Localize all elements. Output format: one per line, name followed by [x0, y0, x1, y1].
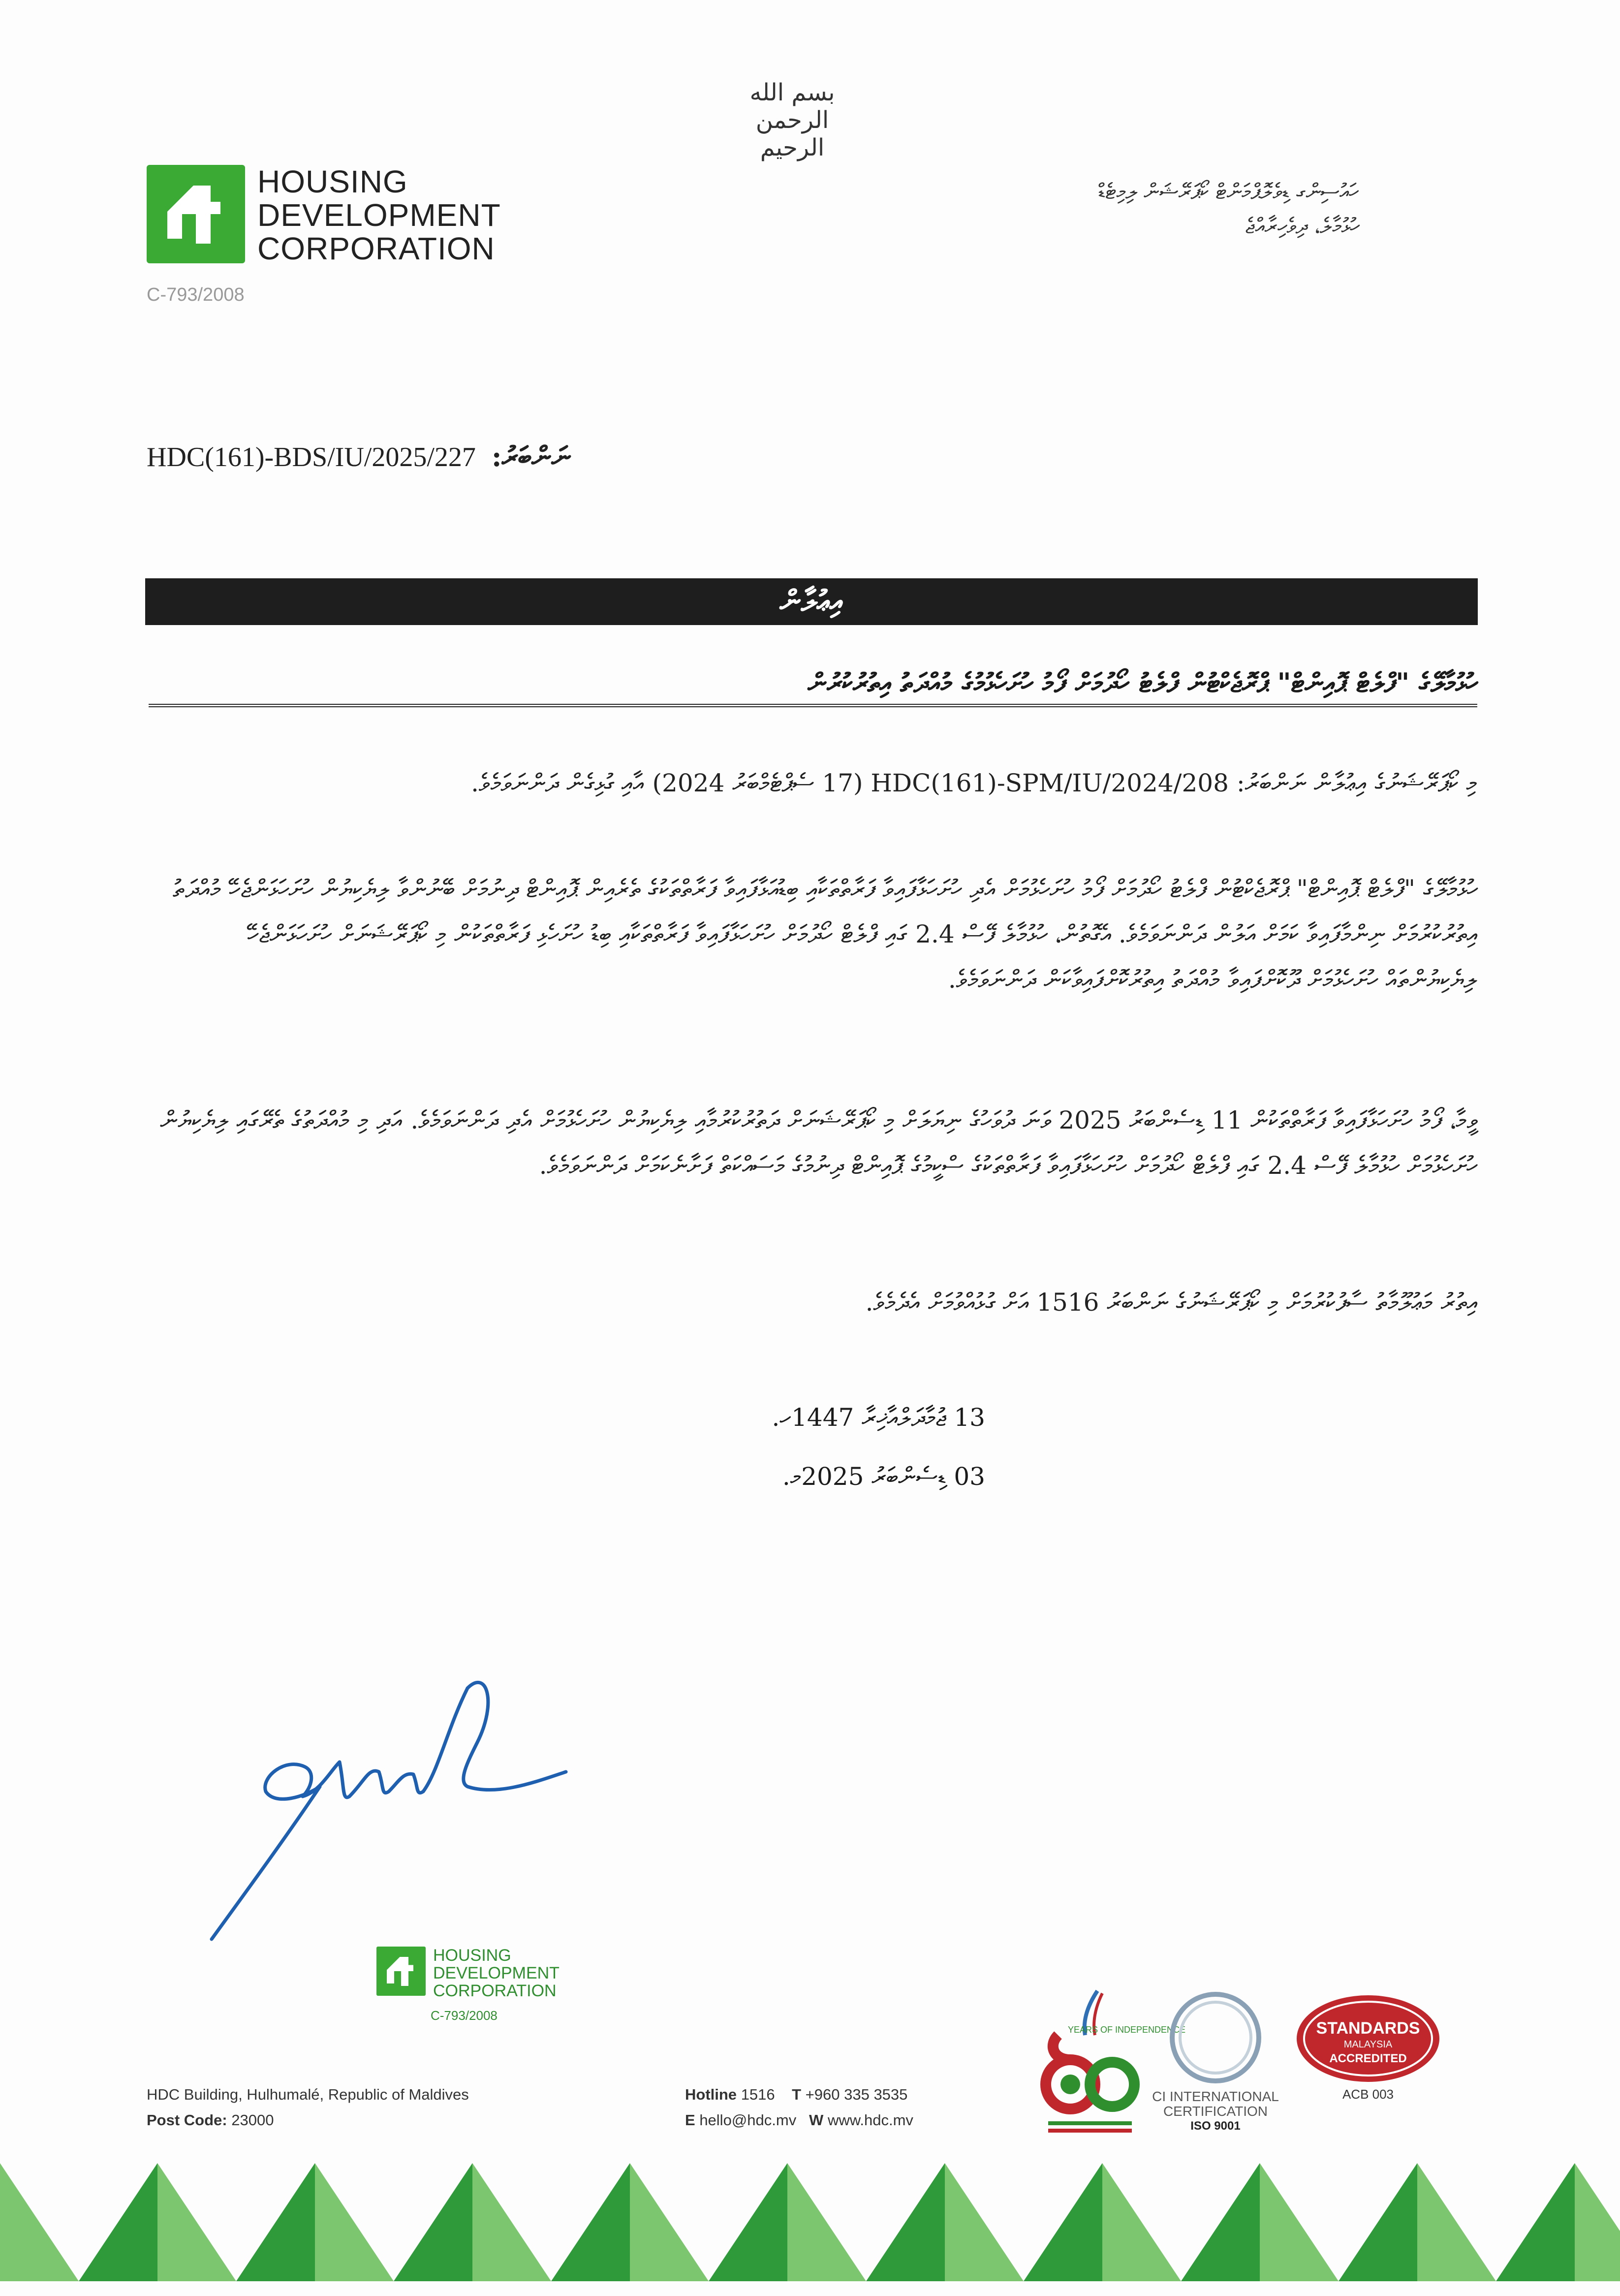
subject-line: ހުޅުމާލޭގެ "ފްލެޓް ޕޮއިންޓް" ޕްރޮޖެކްޓުން ފްލެޓު ހޯދުމަށް ފޯމު ހުށަހެޅުމުގެ މުއްދަތު އިތުރުކުރުން: [149, 667, 1477, 707]
standards-malaysia-badge: [1294, 1993, 1442, 2102]
reference-label: ނަންބަރު:: [491, 440, 570, 473]
triangle-dark: [1024, 2163, 1102, 2281]
footer-address-block: [147, 2082, 469, 2133]
triangle-dark: [394, 2163, 472, 2281]
stamp-line-1: HOUSING: [433, 1946, 511, 1965]
org-address-line-2: ހުޅުމާލެ، ދިވެހިރާއްޖެ: [1245, 214, 1359, 239]
ci-line-2: CERTIFICATION: [1163, 2104, 1268, 2119]
triangle-dark: [1339, 2163, 1417, 2281]
stamp-line-2: DEVELOPMENT: [433, 1964, 560, 1982]
paragraph-deadline: ވީމާ، ފޯމު ހުށަހަޅާފައިވާ ފަރާތްތަކުން 11 ޑިސެންބަރު 2025 ވަނަ ދުވަހުގެ ނިޔަލަށް މި ކޯޕަރޭޝަނަށް ދަތުރުކުރުމާއި ލިޔެކިޔުން ހުށަހެޅުމަށް އެދި ދަންނަވަމެވެ. އަދި މި މުއްދަތުގެ ތެރޭގައި ލިޔެކިޔުން ހުށަހެޅުމަށް ހުޅުމާލެ ފޭސް 2.4 ގައި ފްލެޓް ހޯދުމަށް ހުށަހަޅާފައިވާ ފަރާތްތަކުގެ ސްކީމުގެ ޕޮއިންޓް ދިނުމުގެ މަސައްކަތް ފަށާނެކަމަށް ދަންނަވަމެވެ.: [160, 1106, 1477, 1180]
triangle-light: [1575, 2163, 1620, 2281]
triangle-dark: [551, 2163, 630, 2281]
sirim-acb: ACB 003: [1342, 2087, 1394, 2102]
basmala: بسم الله الرحمن الرحيم: [749, 79, 835, 161]
triangle-light: [945, 2163, 1024, 2281]
hotline-value[interactable]: 1516: [741, 2086, 775, 2103]
triangle-dark: [1181, 2163, 1260, 2281]
stamp-line-3: CORPORATION: [433, 1981, 557, 2000]
web-label: W: [809, 2111, 824, 2129]
footer-address: HDC Building, Hulhumalé, Republic of Maldives: [147, 2086, 469, 2103]
tel-value[interactable]: +960 335 3535: [805, 2086, 908, 2103]
hdc-stamp: [376, 1946, 560, 2000]
email-link[interactable]: hello@hdc.mv: [699, 2111, 797, 2129]
footer-triangle-pattern: [0, 2163, 1620, 2296]
sirim-line-1: STANDARDS: [1316, 2019, 1420, 2038]
triangle-light: [1417, 2163, 1496, 2281]
triangle-light: [630, 2163, 709, 2281]
announcement-banner: [145, 578, 1478, 625]
anniversary-caption: YEARS OF INDEPENDENCE: [1068, 2025, 1186, 2035]
hotline-label: Hotline: [685, 2086, 737, 2103]
triangle-dark: [236, 2163, 315, 2281]
hdc-logo-mark-icon: [147, 165, 245, 263]
ci-line-1: CI INTERNATIONAL: [1152, 2089, 1279, 2104]
triangle-light: [157, 2163, 236, 2281]
logo-line-1: HOUSING: [257, 164, 408, 199]
independence-60-badge-icon: [1038, 1986, 1186, 2139]
sirim-line-3: ACCREDITED: [1329, 2052, 1407, 2065]
triangle-light: [472, 2163, 551, 2281]
triangle-light: [0, 2163, 79, 2281]
footer-phone-row: [685, 2082, 913, 2107]
sirim-line-2: MALAYSIA: [1343, 2039, 1393, 2050]
postcode-label: Post Code:: [147, 2111, 227, 2129]
hdc-stamp-mark-icon: [376, 1947, 426, 1996]
tel-label: T: [792, 2086, 802, 2103]
org-address-line-1: ހައުސިންގ ޑިވެލޮޕްމަންޓް ކޯޕަރޭޝަން ލިމިޓެޑް: [1098, 179, 1359, 204]
registration-number: C-793/2008: [147, 284, 245, 305]
date-block: [641, 1388, 985, 1506]
ci-certification-badge: [1152, 1988, 1279, 2133]
logo-line-2: DEVELOPMENT: [257, 197, 501, 233]
signature-icon: [192, 1673, 586, 1949]
triangle-dark: [1496, 2163, 1575, 2281]
web-link[interactable]: www.hdc.mv: [827, 2111, 913, 2129]
triangle-dark: [79, 2163, 157, 2281]
hdc-logo: [147, 164, 501, 266]
stamp-registration: C-793/2008: [431, 2008, 498, 2023]
reference-number: [147, 440, 570, 473]
paragraph-main: ހުޅުމާލޭގެ "ފްލެޓް ޕޮއިންޓް" ޕްރޮޖެކްޓުން ފްލެޓު ހޯދުމަށް ފޯމު ހުށަހެޅުމަށް އެދި ހުށަހަޅާފައިވާ ފަރާތްތަކާއި ބިޑުއަޅާފައިވާ ފަރާތްތަކުގެ ތެރެއިން ޕޮއިންޓް ދިނުމަށް ބޭނުންވާ ލިޔެކިޔުން ހުށަހަޅަންޖެހޭ މުއްދަތު އިތުރުކުރުމަށް ނިންމާފައިވާ ކަމަށް އަލުން ދަންނަވަމެވެ. އެގޮތުން، ހުޅުމާލެ ފޭސް 2.4 ގައި ފްލެޓް ހޯދުމަށް ހުށަހަޅާފައިވާ ފަރާތްތަކާއި ބިޑު ހުށަހެޅި ފަރާތްތަކުން މި ކޯޕަރޭޝަނަށް ހުށަހަޅަންޖެހޭ ލިޔެކިޔުންތައް ހުށަހެޅުމަށް ދޫކޮށްފައިވާ މުއްދަތު އިތުރުކޮށްފައިވާކަން ދަންނަވަމެވެ.: [173, 875, 1477, 994]
triangle-light: [315, 2163, 394, 2281]
paragraph-contact: އިތުރު މަޢުލޫމާތު ސާފުކުރުމަށް މި ކޯޕަރޭޝަނުގެ ނަންބަރު 1516 އަށް ގުޅުއްވުމަށް އެދެމެވެ.: [865, 1288, 1477, 1317]
gregorian-date: 03 ޑިސެންބަރު 2025މ.: [782, 1462, 985, 1491]
banner-title: އިޢުލާން: [779, 584, 843, 619]
footer-web-row: [685, 2107, 913, 2133]
email-label: E: [685, 2111, 695, 2129]
logo-line-3: CORPORATION: [257, 231, 495, 266]
triangle-dark: [709, 2163, 787, 2281]
footer-postcode: [147, 2107, 469, 2133]
triangle-light: [787, 2163, 866, 2281]
footer-contact-block: [685, 2082, 913, 2133]
organization-address: [916, 175, 1359, 244]
triangle-light: [1102, 2163, 1181, 2281]
paragraph-reference: މި ކޯޕަރޭޝަނުގެ އިޢުލާން ނަންބަރު: HDC(161)-SPM/IU/2024/208 (17 ސެޕްޓެމްބަރު 2024) އާއި ގުޅިގެން ދަންނަވަމެވެ.: [471, 769, 1477, 797]
ci-ring-icon: [1152, 1988, 1279, 2087]
postcode-value: 23000: [231, 2111, 274, 2129]
triangle-dark: [866, 2163, 945, 2281]
hijri-date: 13 ޖުމާދަލްއާޚިރާ 1447ހ.: [772, 1403, 985, 1432]
standards-malaysia-seal-icon: [1294, 1993, 1442, 2084]
ci-iso: ISO 9001: [1190, 2119, 1241, 2133]
triangle-light: [1260, 2163, 1339, 2281]
reference-value: HDC(161)-BDS/IU/2025/227: [147, 442, 476, 472]
